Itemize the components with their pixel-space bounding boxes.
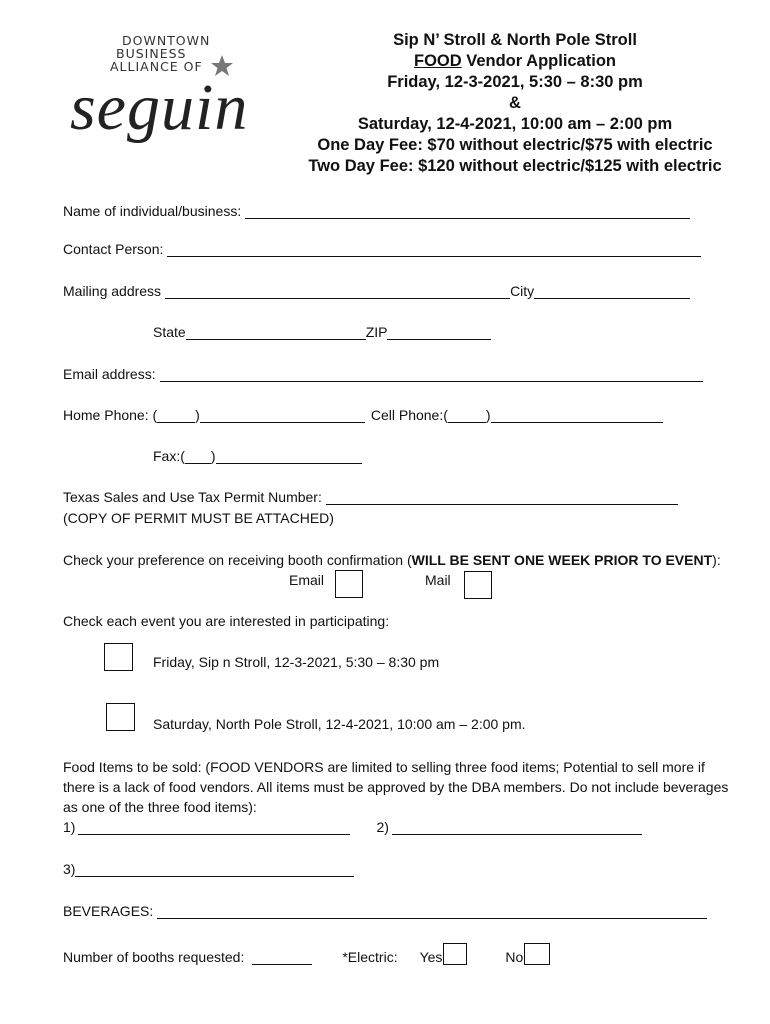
electric-label: *Electric: — [342, 949, 398, 965]
food-items-row-1-2 — [63, 819, 642, 835]
tax-permit-label: Texas Sales and Use Tax Permit Number: — [63, 489, 322, 505]
confirmation-end: ): — [712, 552, 721, 568]
logo-line-business: BUSINESS — [116, 46, 187, 61]
saturday-event-label: Saturday, North Pole Stroll, 12-4-2021, 10:00 am – 2:00 pm. — [153, 716, 526, 732]
beverages-row — [63, 903, 707, 919]
email-row — [63, 366, 703, 382]
electric-yes-label: Yes — [419, 949, 443, 965]
home-phone-field[interactable] — [200, 407, 365, 423]
tax-permit-note-row — [63, 510, 334, 526]
mailing-row — [63, 283, 690, 299]
fax-label: Fax: — [153, 448, 181, 464]
fax-field[interactable] — [216, 448, 362, 464]
application-title — [280, 51, 750, 72]
name-field[interactable] — [245, 203, 690, 219]
cell-area-code-field[interactable] — [448, 407, 486, 423]
friday-event-checkbox[interactable] — [104, 643, 133, 671]
mailing-label: Mailing address — [63, 283, 162, 299]
email-label: Email address: — [63, 366, 156, 382]
cell-phone-field[interactable] — [491, 407, 663, 423]
friday-event-row — [153, 654, 439, 670]
electric-no-checkbox[interactable] — [524, 943, 550, 965]
friday-event-label: Friday, Sip n Stroll, 12-3-2021, 5:30 – 8:30 pm — [153, 654, 440, 670]
contact-row — [63, 241, 701, 257]
cell-paren-close: ) — [485, 407, 491, 423]
mail-option — [425, 572, 451, 588]
zip-label: ZIP — [365, 324, 388, 340]
food-word: FOOD — [414, 52, 462, 70]
item-2-label: 2) — [376, 819, 389, 835]
logo-script-seguin: seguin — [70, 71, 249, 144]
booths-label: Number of booths requested: — [63, 949, 245, 965]
tax-permit-note: (COPY OF PERMIT MUST BE ATTACHED) — [63, 510, 334, 526]
city-field[interactable] — [534, 283, 690, 299]
item-1-field[interactable] — [78, 819, 350, 835]
application-header — [280, 30, 750, 177]
fax-row — [153, 448, 362, 464]
one-day-fee: One Day Fee: $70 without electric/$75 with electric — [317, 136, 713, 154]
beverages-label: BEVERAGES: — [63, 903, 154, 919]
events-row — [63, 613, 389, 629]
home-paren-close: ) — [195, 407, 200, 423]
logo-line-alliance: ALLIANCE OF — [110, 59, 203, 74]
logo-line-downtown: DOWNTOWN — [122, 33, 211, 48]
friday-date: Friday, 12-3-2021, 5:30 – 8:30 pm — [387, 73, 643, 91]
food-items-instructions: Food Items to be sold: (FOOD VENDORS are limited to selling three food items; Potential to sell more if there is a lack of food vendors. All items must be approved by the DBA members. Do not include beverages as one of the three food items): — [63, 759, 729, 815]
email-checkbox[interactable] — [335, 570, 363, 598]
confirmation-bold-text: WILL BE SENT ONE WEEK PRIOR TO EVENT — [411, 552, 713, 568]
email-option — [289, 572, 324, 588]
two-day-fee: Two Day Fee: $120 without electric/$125 with electric — [308, 157, 722, 175]
fax-area-code-field[interactable] — [185, 448, 211, 464]
mailing-field[interactable] — [165, 283, 510, 299]
item-3-field[interactable] — [75, 861, 354, 877]
contact-field[interactable] — [167, 241, 701, 257]
mail-checkbox[interactable] — [464, 571, 492, 599]
email-field[interactable] — [160, 366, 703, 382]
name-row — [63, 203, 690, 219]
event-title: Sip N’ Stroll & North Pole Stroll — [393, 31, 637, 49]
saturday-event-row — [153, 716, 526, 732]
cell-paren-open: ( — [443, 407, 448, 423]
state-label: State — [153, 324, 186, 340]
item-3-label: 3) — [63, 861, 76, 877]
electric-no-label: No — [505, 949, 524, 965]
mail-option-label: Mail — [425, 572, 451, 588]
saturday-date: Saturday, 12-4-2021, 10:00 am – 2:00 pm — [357, 115, 673, 133]
cell-phone-label: Cell Phone: — [370, 407, 444, 423]
ampersand: & — [509, 94, 521, 112]
fax-paren-close: ) — [210, 448, 216, 464]
confirmation-text: Check your preference on receiving booth confirmation ( — [63, 552, 412, 568]
state-zip-row — [153, 324, 491, 340]
email-option-label: Email — [289, 572, 325, 588]
vendor-application-text: Vendor Application — [461, 52, 616, 70]
contact-label: Contact Person: — [63, 241, 164, 257]
food-items-row-3 — [63, 861, 354, 877]
item-1-label: 1) — [63, 819, 76, 835]
saturday-event-checkbox[interactable] — [106, 703, 135, 731]
home-area-code-field[interactable] — [157, 407, 195, 423]
state-field[interactable] — [186, 324, 366, 340]
dba-logo — [70, 30, 280, 144]
confirmation-preference — [63, 550, 733, 570]
home-phone-label: Home Phone: ( — [63, 407, 158, 423]
zip-field[interactable] — [387, 324, 491, 340]
booths-row — [63, 943, 550, 965]
electric-yes-checkbox[interactable] — [443, 943, 467, 965]
tax-permit-field[interactable] — [326, 489, 678, 505]
city-label: City — [510, 283, 535, 299]
fax-paren-open: ( — [180, 448, 185, 464]
name-label: Name of individual/business: — [63, 203, 242, 219]
beverages-field[interactable] — [157, 903, 707, 919]
tax-permit-row — [63, 489, 678, 505]
phone-row — [63, 407, 663, 423]
events-label: Check each event you are interested in participating: — [63, 613, 390, 629]
item-2-field[interactable] — [392, 819, 642, 835]
booths-field[interactable] — [252, 949, 312, 965]
